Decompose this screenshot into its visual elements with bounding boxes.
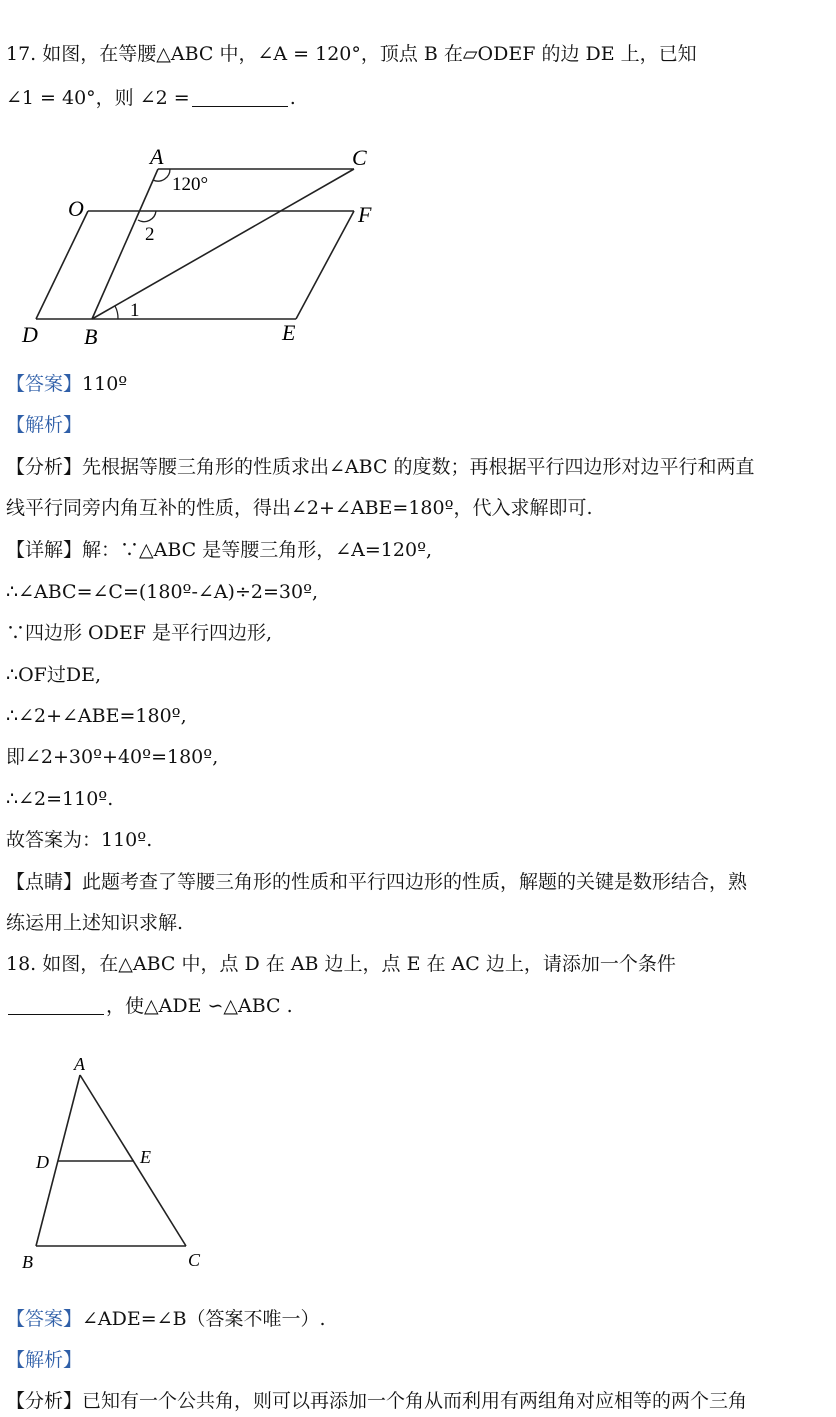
q17-dianjing-tag: 【点睛】 [6, 871, 83, 893]
q18-stem-line2-text: ，使△ADE ∽△ABC . [106, 995, 293, 1017]
q17-stem-line2-text: ∠1 = 40°，则 ∠2 = [6, 87, 190, 109]
q17-dianjing-text1: 此题考查了等腰三角形的性质和平行四边形的性质，解题的关键是数形结合，熟 [82, 871, 748, 893]
q18-label-C: C [188, 1250, 201, 1270]
q17-fenxi-text1: 先根据等腰三角形的性质求出∠ABC 的度数；再根据平行四边形对边平行和两直 [82, 456, 755, 478]
q17-analysis-tag: 【解析】 [6, 414, 83, 436]
q17-detail-line7: ∴∠2=110º. [6, 788, 114, 810]
q18-answer-value: ∠ADE=∠B（答案不唯一）. [82, 1308, 326, 1330]
q17-detail-line3: ∵四边形 ODEF 是平行四边形, [6, 622, 272, 644]
q17-detail-line6: 即∠2+30º+40º=180º, [6, 746, 219, 768]
q18-stem-line1: 18. 如图，在△ABC 中，点 D 在 AB 边上，点 E 在 AC 边上，请添加一个条件 [6, 953, 676, 975]
q17-label-B: B [84, 324, 98, 349]
q18-fenxi-tag: 【分析】 [6, 1390, 83, 1412]
q18-label-D: D [36, 1152, 49, 1172]
q17-stem-line2 [6, 84, 828, 112]
q18-answer-blank [8, 996, 104, 1015]
q17-label-O: O [68, 196, 84, 221]
q17-answer-blank [192, 88, 288, 107]
q17-detail-line4: ∴OF过DE, [6, 664, 101, 686]
q17-label-angle-1: 1 [130, 300, 140, 321]
q17-stem-line2-end: . [289, 87, 296, 109]
q17-detail-text1: 解：∵△ABC 是等腰三角形，∠A=120º, [82, 539, 433, 561]
q17-label-D: D [22, 322, 38, 347]
q17-edge-BC [92, 169, 354, 319]
q17-figure [0, 140, 400, 355]
q17-dianjing-line1 [6, 868, 828, 896]
q18-label-E: E [140, 1147, 151, 1167]
q17-detail-line5: ∴∠2+∠ABE=180º, [6, 705, 187, 727]
q17-detail-tag: 【详解】 [6, 539, 83, 561]
q17-fenxi-line1 [6, 453, 828, 481]
q18-figure [0, 1045, 230, 1280]
q17-label-angle-120: 120° [172, 174, 209, 195]
q18-answer [6, 1305, 828, 1333]
q18-label-A: A [74, 1054, 85, 1074]
q17-stem-line1: 17. 如图，在等腰△ABC 中，∠A = 120°，顶点 B 在▱ODEF 的边 DE 上，已知 [6, 43, 697, 65]
q17-label-E: E [282, 320, 296, 345]
q18-stem-line2 [6, 992, 828, 1020]
q18-fenxi-text1: 已知有一个公共角，则可以再添加一个角从而利用有两组角对应相等的两个三角 [82, 1390, 748, 1412]
q17-answer-tag: 【答案】 [6, 373, 83, 395]
q17-arc-1 [115, 306, 118, 319]
q18-fenxi-line1 [6, 1387, 828, 1415]
q17-label-angle-2: 2 [145, 224, 155, 245]
q17-detail-line1 [6, 536, 828, 564]
q17-label-F: F [358, 202, 372, 227]
q17-edge-OD [36, 211, 88, 319]
q18-answer-tag: 【答案】 [6, 1308, 83, 1330]
q17-label-A: A [150, 144, 164, 169]
q17-detail-line8: 故答案为：110º. [6, 829, 153, 851]
q17-answer [6, 370, 828, 398]
q17-dianjing-line2: 练运用上述知识求解. [6, 912, 184, 934]
q17-fenxi-line2: 线平行同旁内角互补的性质，得出∠2+∠ABE=180º，代入求解即可. [6, 497, 593, 519]
q17-detail-line2: ∴∠ABC=∠C=(180º-∠A)÷2=30º, [6, 581, 319, 603]
q18-label-B: B [22, 1252, 33, 1272]
q17-edge-FE [296, 211, 354, 319]
q17-answer-value: 110º [82, 373, 128, 395]
q17-fenxi-tag: 【分析】 [6, 456, 83, 478]
q17-arc-2 [138, 211, 156, 222]
q18-analysis-tag: 【解析】 [6, 1349, 83, 1371]
q17-label-C: C [352, 145, 367, 170]
